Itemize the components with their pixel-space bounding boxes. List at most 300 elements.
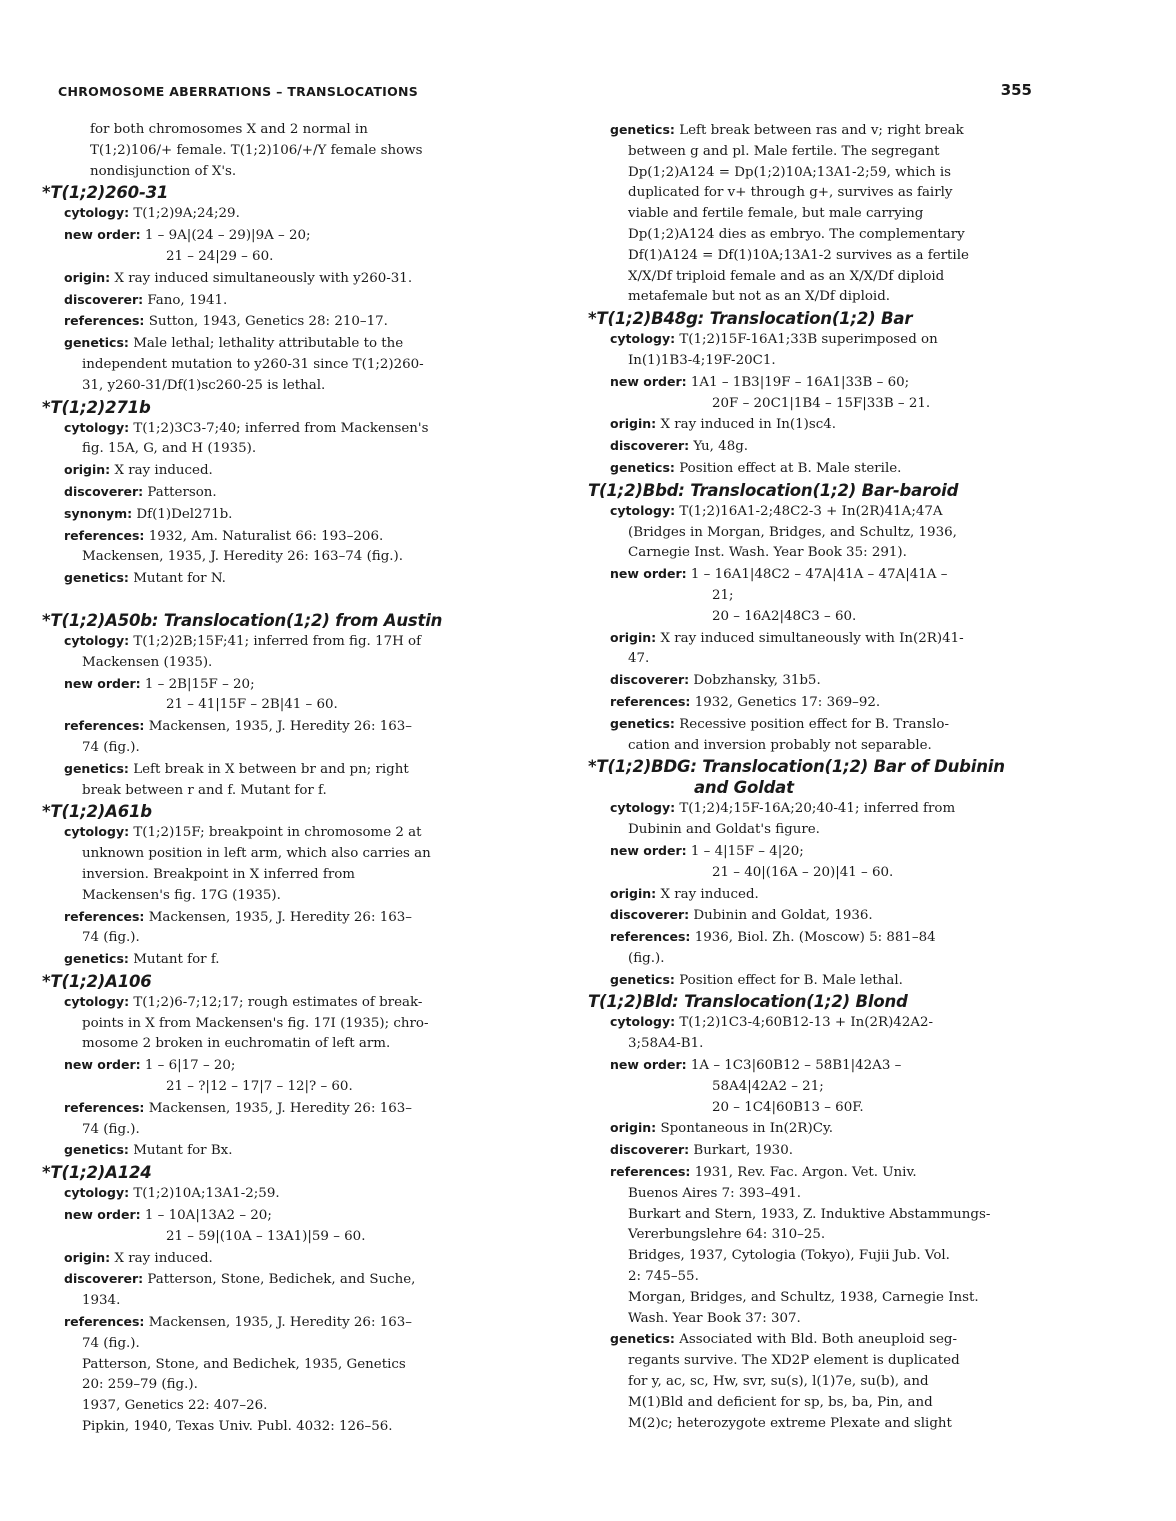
field-text: Dobzhansky, 31b5. (693, 673, 821, 689)
entry-field (42, 822, 512, 844)
field-text: Sutton, 1943, Genetics 28: 210–17. (148, 314, 388, 330)
field-text: Dp(1;2)A124 dies as embryo. The complementary (628, 226, 965, 242)
field-text: Patterson. (147, 484, 217, 500)
field-text: T(1;2)4;15F-16A;20;40-41; inferred from (679, 801, 956, 817)
entry-field (588, 1140, 1028, 1162)
field-text: Mackensen, 1935, J. Heredity 26: 163–74 (fig.). (82, 549, 404, 565)
entry-e9 (588, 756, 1028, 991)
field-label: references: (610, 693, 691, 709)
entry-heading: *T(1;2)A106 (42, 971, 152, 991)
field-text: Mackensen, 1935, J. Heredity 26: 163– (148, 909, 412, 925)
field-continuation (42, 1396, 512, 1417)
intro-continuation (42, 120, 512, 182)
field-text: 21; (712, 587, 734, 603)
field-text: 20: 259–79 (fig.). (82, 1377, 198, 1393)
entry-field (588, 798, 1028, 820)
field-text: 20F – 20C1|1B4 – 15F|33B – 21. (712, 395, 931, 411)
entry-heading: *T(1;2)271b (42, 397, 151, 417)
field-continuation (588, 1351, 1028, 1372)
entry-e4 (42, 801, 512, 971)
field-text: T(1;2)6-7;12;17; rough estimates of break- (133, 994, 423, 1010)
field-text: T(1;2)9A;24;29. (133, 206, 240, 222)
field-text: between g and pl. Male fertile. The segregant (628, 143, 940, 159)
running-head (58, 81, 1032, 106)
entry-field (42, 1055, 512, 1077)
field-continuation (588, 1225, 1028, 1246)
field-text: fig. 15A, G, and H (1935). (82, 441, 257, 457)
right-column (588, 120, 1028, 1434)
field-text: (Bridges in Morgan, Bridges, and Schultz, 1936, (628, 524, 957, 540)
entry-heading: T(1;2)Bld: Translocation(1;2) Blond (588, 992, 908, 1012)
entry-field (42, 1140, 512, 1162)
entry-field (588, 1329, 1028, 1351)
field-text: 20 – 1C4|60B13 – 60F. (712, 1099, 864, 1115)
field-label: cytology: (64, 632, 130, 648)
entry-field (588, 905, 1028, 927)
field-text: Buenos Aires 7: 393–491. (628, 1185, 801, 1201)
entry-field (588, 1012, 1028, 1034)
entry-field (42, 460, 512, 482)
field-label: new order: (64, 227, 141, 243)
field-label: new order: (610, 842, 687, 858)
field-text: T(1;2)16A1-2;48C2-3 + In(2R)41A;47A (679, 503, 943, 519)
field-label: new order: (64, 675, 141, 691)
entry-field (42, 1312, 512, 1334)
field-text: metafemale but not as an X/Df diploid. (628, 289, 891, 305)
field-text: 1937, Genetics 22: 407–26. (82, 1398, 268, 1414)
field-label: discoverer: (610, 1142, 690, 1158)
field-label: origin: (610, 1120, 657, 1136)
entry-spacer (42, 590, 512, 610)
entry-field (588, 628, 1028, 650)
field-text: Mackensen (1935). (82, 654, 213, 670)
field-text: Left break between ras and v; right break (679, 123, 964, 138)
left-column (42, 120, 512, 1438)
field-text: 1 – 10A|13A2 – 20; (144, 1208, 272, 1224)
field-continuation (42, 376, 512, 397)
field-text: Burkart and Stern, 1933, Z. Induktive Abstammungs- (628, 1206, 991, 1222)
field-label: origin: (64, 462, 111, 478)
entry-field (588, 329, 1028, 351)
field-text: X ray induced simultaneously with y260-31. (114, 270, 413, 286)
field-text: 31, y260-31/Df(1)sc260-25 is lethal. (82, 377, 326, 393)
field-continuation (42, 865, 512, 886)
field-continuation (588, 183, 1028, 204)
field-continuation (588, 1414, 1028, 1435)
field-text: X/X/Df triploid female and as an X/X/Df diploid (628, 268, 945, 284)
entry-field (588, 884, 1028, 906)
new-order-continuation (42, 247, 512, 268)
field-text: T(1;2)1C3-4;60B12-13 + In(2R)42A2- (679, 1015, 934, 1031)
field-text: cation and inversion probably not separable. (628, 737, 932, 753)
field-text: 74 (fig.). (82, 930, 140, 946)
field-continuation (588, 1205, 1028, 1226)
field-text: 1934. (82, 1293, 121, 1309)
field-label: cytology: (610, 800, 676, 816)
field-text: 21 – ?|12 – 17|7 – 12|? – 60. (166, 1079, 353, 1095)
field-text: Bridges, 1937, Cytologia (Tokyo), Fujii Jub. Vol. (628, 1248, 950, 1264)
field-label: discoverer: (610, 438, 690, 454)
field-label: references: (64, 313, 145, 329)
intro-line: nondisjunction of X's. (90, 163, 237, 179)
field-text: 1932, Am. Naturalist 66: 193–206. (148, 528, 384, 544)
field-continuation (588, 949, 1028, 970)
field-text: X ray induced. (660, 886, 759, 902)
field-text: X ray induced simultaneously with In(2R)41- (660, 630, 964, 646)
field-continuation (588, 267, 1028, 288)
entry-field (42, 482, 512, 504)
field-label: discoverer: (610, 672, 690, 688)
field-label: new order: (64, 1207, 141, 1223)
field-text: Vererbungslehre 64: 310–25. (628, 1227, 826, 1243)
new-order-continuation (588, 863, 1028, 884)
field-text: Recessive position effect for B. Translo- (679, 716, 949, 732)
field-text: for y, ac, sc, Hw, svr, su(s), l(1)7e, su(b), and (628, 1374, 929, 1390)
field-text: T(1;2)10A;13A1-2;59. (133, 1186, 280, 1202)
entry-field (588, 564, 1028, 586)
entry-e6 (42, 1162, 512, 1438)
field-text: X ray induced. (114, 463, 213, 479)
new-order-continuation (588, 1098, 1028, 1119)
entry-field (588, 841, 1028, 863)
field-text: Associated with Bld. Both aneuploid seg- (679, 1332, 958, 1348)
field-continuation (42, 928, 512, 949)
field-text: Dubinin and Goldat, 1936. (693, 908, 873, 924)
field-label: genetics: (610, 971, 675, 987)
field-text: Mutant for N. (133, 571, 226, 587)
field-label: cytology: (610, 502, 676, 518)
entry-field (42, 1269, 512, 1291)
field-text: Wash. Year Book 37: 307. (628, 1310, 801, 1326)
field-continuation (588, 287, 1028, 308)
intro-line: for both chromosomes X and 2 normal in (90, 122, 368, 137)
entry-field (588, 436, 1028, 458)
entry-heading: *T(1;2)A61b (42, 802, 152, 822)
field-text: Df(1)Del271b. (136, 506, 233, 522)
entry-field (42, 759, 512, 781)
field-continuation (42, 1014, 512, 1035)
entry-field (588, 120, 1028, 142)
field-continuation (588, 1246, 1028, 1267)
field-text: Male lethal; lethality attributable to the (133, 336, 404, 352)
field-label: genetics: (610, 122, 675, 137)
field-text: T(1;2)3C3-7;40; inferred from Mackensen's (133, 420, 429, 436)
field-label: cytology: (64, 1185, 130, 1201)
entry-field (42, 1098, 512, 1120)
entry-field (42, 418, 512, 440)
field-text: 1 – 6|17 – 20; (144, 1058, 236, 1074)
field-continuation (42, 1334, 512, 1355)
field-continuation (42, 1120, 512, 1141)
entry-heading: T(1;2)Bbd: Translocation(1;2) Bar-baroid (588, 480, 959, 500)
entry-field (42, 716, 512, 738)
entry-field (42, 907, 512, 929)
field-text: 74 (fig.). (82, 1121, 140, 1137)
field-text: viable and fertile female, but male carrying (628, 206, 924, 222)
field-text: In(1)1B3-4;19F-20C1. (628, 352, 776, 368)
field-text: Morgan, Bridges, and Schultz, 1938, Carnegie Inst. (628, 1289, 979, 1305)
entry-e7 (588, 308, 1028, 480)
field-text: M(2)c; heterozygote extreme Plexate and slight (628, 1415, 952, 1431)
field-text: Dp(1;2)A124 = Dp(1;2)10A;13A1-2;59, which is (628, 164, 952, 180)
entry-field (42, 333, 512, 355)
field-label: discoverer: (64, 291, 144, 307)
entry-field (42, 992, 512, 1014)
field-continuation (42, 547, 512, 568)
field-text: break between r and f. Mutant for f. (82, 782, 327, 798)
field-text: 21 – 24|29 – 60. (166, 248, 274, 264)
field-label: origin: (610, 416, 657, 432)
field-label: cytology: (64, 205, 130, 221)
entry-field (588, 1162, 1028, 1184)
field-text: Pipkin, 1940, Texas Univ. Publ. 4032: 126–56. (82, 1419, 393, 1435)
entry-heading: *T(1;2)260-31 (42, 183, 169, 203)
field-label: synonym: (64, 505, 133, 521)
field-label: new order: (610, 566, 687, 582)
field-text: X ray induced. (114, 1250, 213, 1266)
entry-field (588, 458, 1028, 480)
field-text: 1 – 16A1|48C2 – 47A|41A – 47A|41A – (690, 567, 948, 583)
field-label: references: (64, 908, 145, 924)
field-text: 1 – 9A|(24 – 29)|9A – 20; (144, 228, 311, 244)
field-continuation (588, 1267, 1028, 1288)
entry-field (588, 714, 1028, 736)
field-text: 1A – 1C3|60B12 – 58B1|42A3 – (690, 1058, 902, 1074)
field-continuation (42, 1291, 512, 1312)
field-text: Burkart, 1930. (693, 1143, 793, 1159)
field-label: origin: (64, 269, 111, 285)
field-label: genetics: (610, 715, 675, 731)
entry-field (588, 1055, 1028, 1077)
new-order-continuation (42, 695, 512, 716)
field-continuation (42, 781, 512, 802)
field-continuation (588, 225, 1028, 246)
field-continuation (588, 204, 1028, 225)
entry-heading-continued: and Goldat (694, 778, 794, 798)
field-text: X ray induced in In(1)sc4. (660, 417, 836, 433)
field-text: Mackensen's fig. 17G (1935). (82, 887, 281, 903)
entry-field (42, 526, 512, 548)
field-text: Yu, 48g. (693, 439, 749, 455)
field-text: Mackensen, 1935, J. Heredity 26: 163– (148, 1100, 412, 1116)
field-text: points in X from Mackensen's fig. 17I (1935); chro- (82, 1015, 429, 1031)
field-label: genetics: (610, 459, 675, 475)
entry-heading: *T(1;2)A50b: Translocation(1;2) from Austin (42, 610, 443, 630)
field-continuation (42, 738, 512, 759)
field-text: unknown position in left arm, which also carries an (82, 846, 431, 862)
field-continuation (588, 1372, 1028, 1393)
entry-field (42, 949, 512, 971)
field-label: references: (64, 718, 145, 734)
field-label: new order: (610, 1057, 687, 1073)
entry-e1 (42, 182, 512, 396)
field-continuation (42, 844, 512, 865)
entry-field (42, 225, 512, 247)
field-continuation (588, 1393, 1028, 1414)
entry-heading: *T(1;2)A124 (42, 1163, 152, 1183)
field-continuation (42, 439, 512, 460)
field-continuation (588, 543, 1028, 564)
entry-field (42, 631, 512, 653)
field-label: origin: (64, 1249, 111, 1265)
field-label: references: (64, 1099, 145, 1115)
entry-field (42, 1183, 512, 1205)
field-label: references: (610, 1164, 691, 1180)
field-text: Carnegie Inst. Wash. Year Book 35: 291). (628, 545, 907, 561)
field-text: 1 – 2B|15F – 20; (144, 676, 255, 692)
field-label: discoverer: (64, 1271, 144, 1287)
entry-field (42, 203, 512, 225)
entry-e8 (588, 480, 1028, 757)
entry-field (42, 268, 512, 290)
field-text: 1931, Rev. Fac. Argon. Vet. Univ. (694, 1165, 917, 1181)
field-label: cytology: (610, 331, 676, 347)
field-continuation (588, 142, 1028, 163)
field-continuation (588, 736, 1028, 757)
entry-field (42, 311, 512, 333)
field-continuation (588, 820, 1028, 841)
field-continuation (42, 653, 512, 674)
field-text: regants survive. The XD2P element is duplicated (628, 1353, 960, 1369)
entry-e10 (588, 991, 1028, 1434)
field-continuation (42, 1375, 512, 1396)
field-text: 74 (fig.). (82, 739, 140, 755)
field-continuation (42, 355, 512, 376)
field-label: discoverer: (64, 483, 144, 499)
field-text: Left break in X between br and pn; right (133, 761, 409, 777)
field-text: Mackensen, 1935, J. Heredity 26: 163– (148, 719, 412, 735)
new-order-continuation (588, 394, 1028, 415)
field-text: Mutant for Bx. (133, 1143, 233, 1159)
intro-line: T(1;2)106/+ female. T(1;2)106/+/Y female shows (90, 142, 423, 158)
entry-field (42, 1205, 512, 1227)
new-order-continuation (42, 1077, 512, 1098)
field-label: references: (64, 1314, 145, 1330)
field-continuation (42, 1417, 512, 1438)
field-continuation (588, 1288, 1028, 1309)
entry-e2 (42, 397, 512, 590)
new-order-continuation (42, 1227, 512, 1248)
field-label: genetics: (64, 951, 129, 967)
new-order-continuation (588, 607, 1028, 628)
entry-field (588, 372, 1028, 394)
entry-field (588, 1118, 1028, 1140)
field-text: 1 – 4|15F – 4|20; (690, 843, 804, 859)
field-continuation (588, 1309, 1028, 1330)
section-title: CHROMOSOME ABERRATIONS – TRANSLOCATIONS (58, 84, 419, 99)
field-text: Df(1)A124 = Df(1)10A;13A1-2 survives as a fertile (628, 247, 969, 263)
entry-field (588, 970, 1028, 992)
entry-field (588, 414, 1028, 436)
field-continuation (588, 1034, 1028, 1055)
entry-field (42, 504, 512, 526)
field-text: Patterson, Stone, and Bedichek, 1935, Genetics (82, 1356, 406, 1372)
field-text: Fano, 1941. (147, 292, 228, 308)
field-text: M(1)Bld and deficient for sp, bs, ba, Pin, and (628, 1394, 933, 1410)
entry-field (42, 1248, 512, 1270)
entry-field (42, 568, 512, 590)
field-label: genetics: (64, 760, 129, 776)
field-label: origin: (610, 885, 657, 901)
new-order-continuation (588, 586, 1028, 607)
field-label: references: (64, 527, 145, 543)
field-text: 2: 745–55. (628, 1269, 699, 1285)
field-label: references: (610, 929, 691, 945)
field-text: mosome 2 broken in euchromatin of left arm. (82, 1036, 391, 1052)
field-continuation (42, 886, 512, 907)
field-text: independent mutation to y260-31 since T(1;2)260- (82, 356, 424, 372)
field-continuation (588, 523, 1028, 544)
field-label: new order: (64, 1057, 141, 1073)
entry-field (588, 927, 1028, 949)
field-text: 74 (fig.). (82, 1335, 140, 1351)
entry-field (588, 692, 1028, 714)
entry-e3 (42, 590, 512, 801)
continued-genetics (588, 120, 1028, 308)
field-label: cytology: (64, 993, 130, 1009)
field-continuation (588, 351, 1028, 372)
field-text: Mutant for f. (133, 952, 220, 968)
field-text: Patterson, Stone, Bedichek, and Suche, (147, 1272, 416, 1288)
field-text: (fig.). (628, 950, 665, 966)
field-label: genetics: (64, 335, 129, 351)
field-continuation (42, 1355, 512, 1376)
field-text: 1932, Genetics 17: 369–92. (694, 694, 881, 710)
field-label: origin: (610, 629, 657, 645)
entry-field (42, 290, 512, 312)
field-text: Spontaneous in In(2R)Cy. (660, 1121, 834, 1137)
field-label: cytology: (64, 419, 130, 435)
field-label: cytology: (610, 1014, 676, 1030)
field-continuation (42, 1034, 512, 1055)
field-label: genetics: (64, 1142, 129, 1158)
field-label: genetics: (610, 1331, 675, 1347)
entry-field (588, 501, 1028, 523)
entry-field (42, 674, 512, 696)
field-label: cytology: (64, 824, 130, 840)
field-text: T(1;2)2B;15F;41; inferred from fig. 17H of (133, 633, 422, 649)
field-text: 47. (628, 651, 650, 667)
entry-field (588, 670, 1028, 692)
field-text: Position effect at B. Male sterile. (679, 460, 902, 476)
field-continuation (588, 649, 1028, 670)
entry-heading: *T(1;2)B48g: Translocation(1;2) Bar (588, 309, 913, 329)
field-text: 58A4|42A2 – 21; (712, 1078, 824, 1094)
field-label: new order: (610, 373, 687, 389)
field-text: 21 – 59|(10A – 13A1)|59 – 60. (166, 1228, 366, 1244)
field-text: Position effect for B. Male lethal. (679, 972, 903, 988)
field-text: duplicated for v+ through g+, survives as fairly (628, 185, 953, 201)
field-text: 1A1 – 1B3|19F – 16A1|33B – 60; (690, 374, 910, 390)
entry-e5 (42, 971, 512, 1162)
new-order-continuation (588, 1077, 1028, 1098)
field-continuation (588, 163, 1028, 184)
field-text: inversion. Breakpoint in X inferred from (82, 866, 356, 882)
field-label: genetics: (64, 570, 129, 586)
field-text: Dubinin and Goldat's figure. (628, 822, 820, 838)
field-label: discoverer: (610, 907, 690, 923)
field-continuation (588, 246, 1028, 267)
field-text: Mackensen, 1935, J. Heredity 26: 163– (148, 1315, 412, 1331)
field-text: 20 – 16A2|48C3 – 60. (712, 608, 857, 624)
field-text: T(1;2)15F-16A1;33B superimposed on (679, 332, 938, 348)
page-number: 355 (1000, 81, 1032, 99)
field-text: 3;58A4-B1. (628, 1036, 704, 1052)
field-text: 21 – 40|(16A – 20)|41 – 60. (712, 864, 894, 880)
field-text: 1936, Biol. Zh. (Moscow) 5: 881–84 (694, 930, 936, 946)
field-continuation (588, 1184, 1028, 1205)
field-text: T(1;2)15F; breakpoint in chromosome 2 at (133, 825, 422, 841)
